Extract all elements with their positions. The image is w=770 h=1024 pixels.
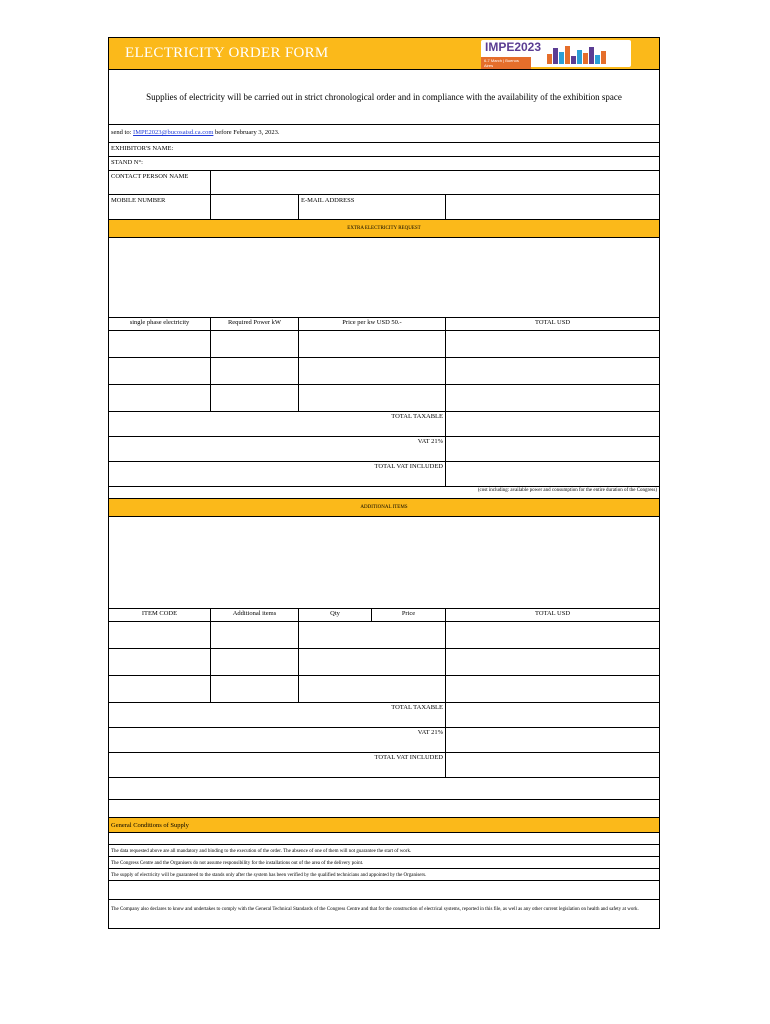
- cell-input[interactable]: [211, 358, 299, 384]
- additional-total-vat-value[interactable]: [446, 753, 659, 777]
- send-to-deadline: before February 3, 2023.: [215, 129, 280, 136]
- mobile-number-field[interactable]: [211, 195, 299, 219]
- cell-input[interactable]: [109, 358, 211, 384]
- table-row: [109, 385, 659, 412]
- form-title: ELECTRICITY ORDER FORM: [125, 45, 329, 61]
- additional-notes-area[interactable]: [109, 517, 659, 609]
- cell-input[interactable]: [109, 676, 211, 702]
- additional-table-header: [109, 609, 659, 622]
- table-row: [109, 676, 659, 703]
- cell-input[interactable]: [446, 622, 659, 648]
- electricity-total-vat-label: TOTAL VAT INCLUDED: [109, 462, 446, 486]
- spacer-row: [109, 800, 659, 818]
- cell-input[interactable]: [211, 622, 299, 648]
- logo-name: IMPE2023: [485, 40, 542, 54]
- contact-person-row: [109, 171, 659, 195]
- cell-input[interactable]: [109, 385, 211, 411]
- spacer-row: [109, 778, 659, 800]
- stand-number-field[interactable]: [109, 157, 659, 171]
- table-row: [109, 649, 659, 676]
- send-to-label: send to:: [111, 129, 132, 136]
- order-form: [108, 37, 660, 929]
- cell-input[interactable]: [299, 676, 446, 702]
- electricity-cost-note: (cost including: available power and consumption for the entire duration of the Congress): [109, 487, 659, 499]
- additional-items-banner: ADDITIONAL ITEMS: [109, 499, 659, 517]
- extra-electricity-banner: EXTRA ELECTRICITY REQUEST: [109, 220, 659, 238]
- cell-input[interactable]: [299, 622, 446, 648]
- cell-input[interactable]: [109, 622, 211, 648]
- condition-text: The Congress Centre and the Organisers do not assume responsibility for the installations out of the area of the delivery point.: [111, 860, 364, 866]
- col-single-phase: single phase electricity: [109, 318, 211, 330]
- impe-logo: [481, 40, 631, 67]
- cell-input[interactable]: [211, 649, 299, 675]
- col-price: Price: [372, 609, 446, 621]
- table-row: [109, 331, 659, 358]
- cell-input[interactable]: [211, 676, 299, 702]
- additional-total-vat-label: TOTAL VAT INCLUDED: [109, 753, 446, 777]
- email-address-field[interactable]: [446, 195, 659, 219]
- col-item-code: ITEM CODE: [109, 609, 211, 621]
- electricity-total-taxable-row: [109, 412, 659, 437]
- additional-vat-row: [109, 728, 659, 753]
- col-qty: Qty: [299, 609, 372, 621]
- stand-number-label: STAND N°:: [111, 159, 143, 166]
- electricity-vat-label: VAT 21%: [109, 437, 446, 461]
- col-price-per-kw: Price per kw USD 50.-: [299, 318, 446, 330]
- col-total-usd: TOTAL USD: [534, 319, 571, 326]
- condition-line: [109, 845, 659, 857]
- mobile-number-label: MOBILE NUMBER: [109, 195, 211, 219]
- electricity-notes-area[interactable]: [109, 238, 659, 318]
- condition-line: [109, 869, 659, 881]
- additional-total-taxable-label: TOTAL TAXABLE: [109, 703, 446, 727]
- additional-vat-label: VAT 21%: [109, 728, 446, 752]
- additional-total-vat-row: [109, 753, 659, 778]
- cell-input[interactable]: [299, 649, 446, 675]
- cell-input[interactable]: [299, 358, 446, 384]
- cell-input[interactable]: [299, 331, 446, 357]
- cell-input[interactable]: [446, 331, 659, 357]
- contact-person-field[interactable]: [211, 171, 659, 194]
- send-to-email-link[interactable]: IMPE2023@bucosaisd.ca.com: [133, 129, 214, 136]
- condition-text: The supply of electricity will be guaranteed to the stands only after the system has been verified by the qualified technicians and appointed by the Organisers.: [111, 872, 427, 878]
- form-header: [109, 38, 659, 70]
- conditions-spacer: [109, 881, 659, 900]
- cell-input[interactable]: [446, 358, 659, 384]
- send-to-row: [109, 125, 659, 143]
- col-total-usd: TOTAL USD: [534, 610, 571, 617]
- cell-input[interactable]: [109, 649, 211, 675]
- conditions-spacer: [109, 833, 659, 845]
- logo-subtitle: 6-7 March | Buenos Aires: [481, 57, 531, 69]
- cell-input[interactable]: [211, 331, 299, 357]
- electricity-total-vat-value[interactable]: [446, 462, 659, 486]
- exhibitor-name-label: EXHIBITOR'S NAME:: [111, 145, 174, 152]
- cell-input[interactable]: [446, 676, 659, 702]
- cell-input[interactable]: [109, 331, 211, 357]
- electricity-vat-row: [109, 437, 659, 462]
- condition-text: The data requested above are all mandatory and binding to the execution of the order. The absence of one of them will not guarantee the start of work.: [111, 848, 412, 854]
- electricity-vat-value[interactable]: [446, 437, 659, 461]
- cell-input[interactable]: [211, 385, 299, 411]
- general-conditions-banner: [109, 818, 659, 833]
- cell-input[interactable]: [446, 385, 659, 411]
- electricity-total-vat-row: [109, 462, 659, 487]
- mobile-email-row: [109, 195, 659, 220]
- intro-text: Supplies of electricity will be carried out in strict chronological order and in compliance with the availability of the exhibition space: [109, 70, 659, 125]
- additional-total-taxable-value[interactable]: [446, 703, 659, 727]
- additional-vat-value[interactable]: [446, 728, 659, 752]
- exhibitor-name-field[interactable]: [109, 143, 659, 157]
- col-additional-items: Additional items: [211, 609, 299, 621]
- col-required-power: Required Power kW: [211, 318, 299, 330]
- electricity-table-header: [109, 318, 659, 331]
- contact-person-label: CONTACT PERSON NAME: [109, 171, 211, 194]
- table-row: [109, 622, 659, 649]
- skyline-graphic: [547, 44, 631, 64]
- cell-input[interactable]: [446, 649, 659, 675]
- email-address-label: E-MAIL ADDRESS: [299, 195, 446, 219]
- condition-line: [109, 857, 659, 869]
- final-declaration: The Company also declares to know and undertakes to comply with the General Technical Standards of the Congress Centre and that for the construction of electrical systems, reported in this file, as well as any other current legislation on health and safety at work.: [111, 907, 639, 912]
- cell-input[interactable]: [299, 385, 446, 411]
- electricity-total-taxable-label: TOTAL TAXABLE: [109, 412, 446, 436]
- general-conditions-title: General Conditions of Supply: [111, 822, 189, 829]
- additional-total-taxable-row: [109, 703, 659, 728]
- electricity-total-taxable-value[interactable]: [446, 412, 659, 436]
- table-row: [109, 358, 659, 385]
